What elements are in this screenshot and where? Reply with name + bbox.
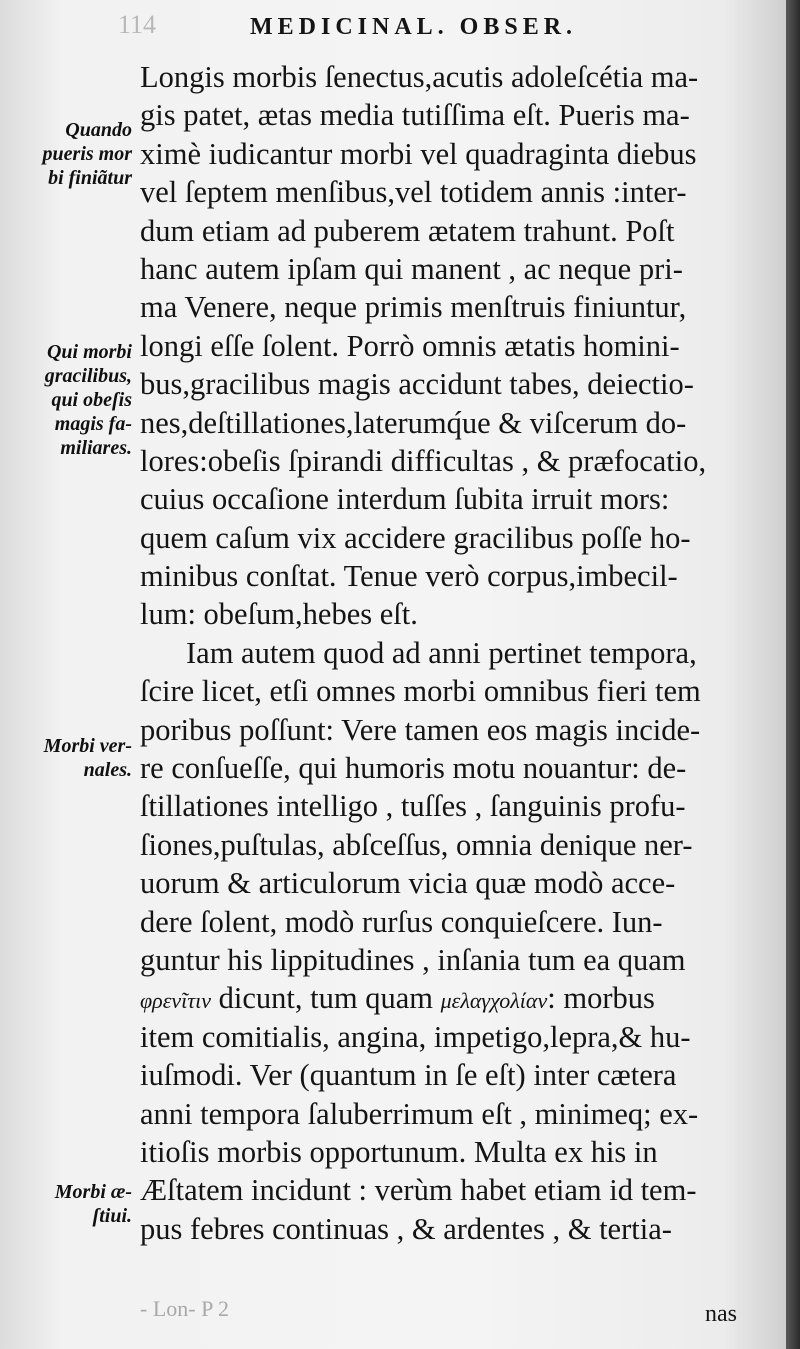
- margin-note-line: Quando: [65, 119, 132, 141]
- text-line: anni tempora ſaluberrimum eſt , minimeq; ex-: [140, 1096, 699, 1131]
- text-line: nes,deſtillationes,laterumq́ue & viſcerum do-: [140, 405, 687, 440]
- text-line: poribus poſſunt: Vere tamen eos magis incide-: [140, 712, 701, 747]
- text-line: vel ſeptem menſibus,vel totidem annis :inter-: [140, 175, 687, 210]
- text-line: ſiones,puſtulas, abſceſſus, omnia denique ner-: [140, 827, 693, 862]
- text-line: Longis morbis ſenectus,acutis adoleſcétia ma-: [140, 60, 699, 94]
- paragraph-start-line: Iam autem quod ad anni pertinet tempora,: [186, 635, 697, 670]
- text-line: longi eſſe ſolent. Porrò omnis ætatis homini-: [140, 328, 680, 363]
- margin-note-line: Morbi æ-: [54, 1181, 132, 1203]
- running-title: MEDICINAL. OBSER.: [250, 14, 578, 40]
- margin-note-line: magis fa-: [54, 413, 132, 435]
- text-line: ſcire licet, etſi omnes morbi omnibus fieri tem: [140, 674, 701, 709]
- text-line: lum: obeſum,hebes eſt.: [140, 597, 418, 632]
- margin-note-qui-morbi: [14, 340, 132, 460]
- text-line: quem caſum vix accidere gracilibus poſſe ho-: [140, 520, 691, 555]
- margin-note-morbi-vernales: [14, 734, 132, 782]
- text-line: dere ſolent, modò rurſus conquieſcere. Iun-: [140, 904, 663, 939]
- text-line: item comitialis, angina, impetigo,lepra,& hu-: [140, 1019, 691, 1054]
- margin-note-line: miliares.: [60, 437, 132, 459]
- margin-note-line: ſtiui.: [92, 1205, 132, 1227]
- catchword: nas: [705, 1301, 737, 1327]
- margin-note-morbi-aestiui: [14, 1180, 132, 1228]
- text-fragment: dicunt, tum quam: [211, 981, 441, 1016]
- greek-text-line: [140, 979, 740, 1017]
- book-edge-shadow: [786, 0, 800, 1349]
- text-line: ma Venere, neque primis menſtruis finiuntur,: [140, 290, 687, 325]
- margin-note-line: Qui morbi: [46, 341, 132, 363]
- margin-note-line: pueris mor: [42, 143, 132, 165]
- greek-word: μελαγχολίαν: [440, 988, 548, 1014]
- text-line: hanc autem ipſam qui manent , ac neque pri-: [140, 251, 683, 286]
- text-line: lores:obeſis ſpirandi difficultas , & præfocatio,: [140, 443, 707, 478]
- greek-word: φρενῖτιν: [140, 988, 212, 1014]
- text-line: uorum & articulorum vicia quæ modò acce-: [140, 866, 676, 901]
- text-line: ximè iudicantur morbi vel quadraginta diebus: [140, 136, 697, 171]
- text-line: itioſis morbis opportunum. Multa ex his in: [140, 1134, 658, 1169]
- margin-note-line: nales.: [83, 759, 132, 781]
- text-line: ſtillationes intelligo , tuſſes , ſanguinis profu-: [140, 789, 686, 824]
- text-line: Æſtatem incidunt : verùm habet etiam id tem-: [140, 1173, 697, 1208]
- folio-number-bleedthrough: 114: [118, 10, 157, 39]
- text-fragment: : morbus: [547, 981, 655, 1016]
- text-line: dum etiam ad puberem ætatem trahunt. Poſt: [140, 213, 675, 248]
- text-line: minibus conſtat. Tenue verò corpus,imbecil-: [140, 559, 678, 594]
- signature-bleedthrough: - Lon- P 2: [140, 1296, 230, 1321]
- margin-note-line: Morbi ver-: [43, 735, 132, 757]
- margin-note-quando: [14, 118, 132, 190]
- main-text-block: [140, 58, 740, 1248]
- text-line: guntur his lippitudines , inſania tum ea quam: [140, 942, 686, 977]
- text-line: bus,gracilibus magis accidunt tabes, deiectio-: [140, 367, 694, 402]
- margin-note-line: bi finiãtur: [48, 167, 132, 189]
- text-line: cuius occaſione interdum ſubita irruit mors:: [140, 482, 670, 517]
- text-line: re conſueſſe, qui humoris motu nouantur: de-: [140, 751, 687, 786]
- text-line: gis patet, ætas media tutiſſima eſt. Pueris ma-: [140, 98, 690, 133]
- margin-note-line: qui obeſis: [51, 389, 132, 411]
- margin-note-line: gracilibus,: [44, 365, 132, 387]
- text-line: pus febres continuas , & ardentes , & tertia-: [140, 1211, 672, 1246]
- text-line: iuſmodi. Ver (quantum in ſe eſt) inter cætera: [140, 1058, 677, 1093]
